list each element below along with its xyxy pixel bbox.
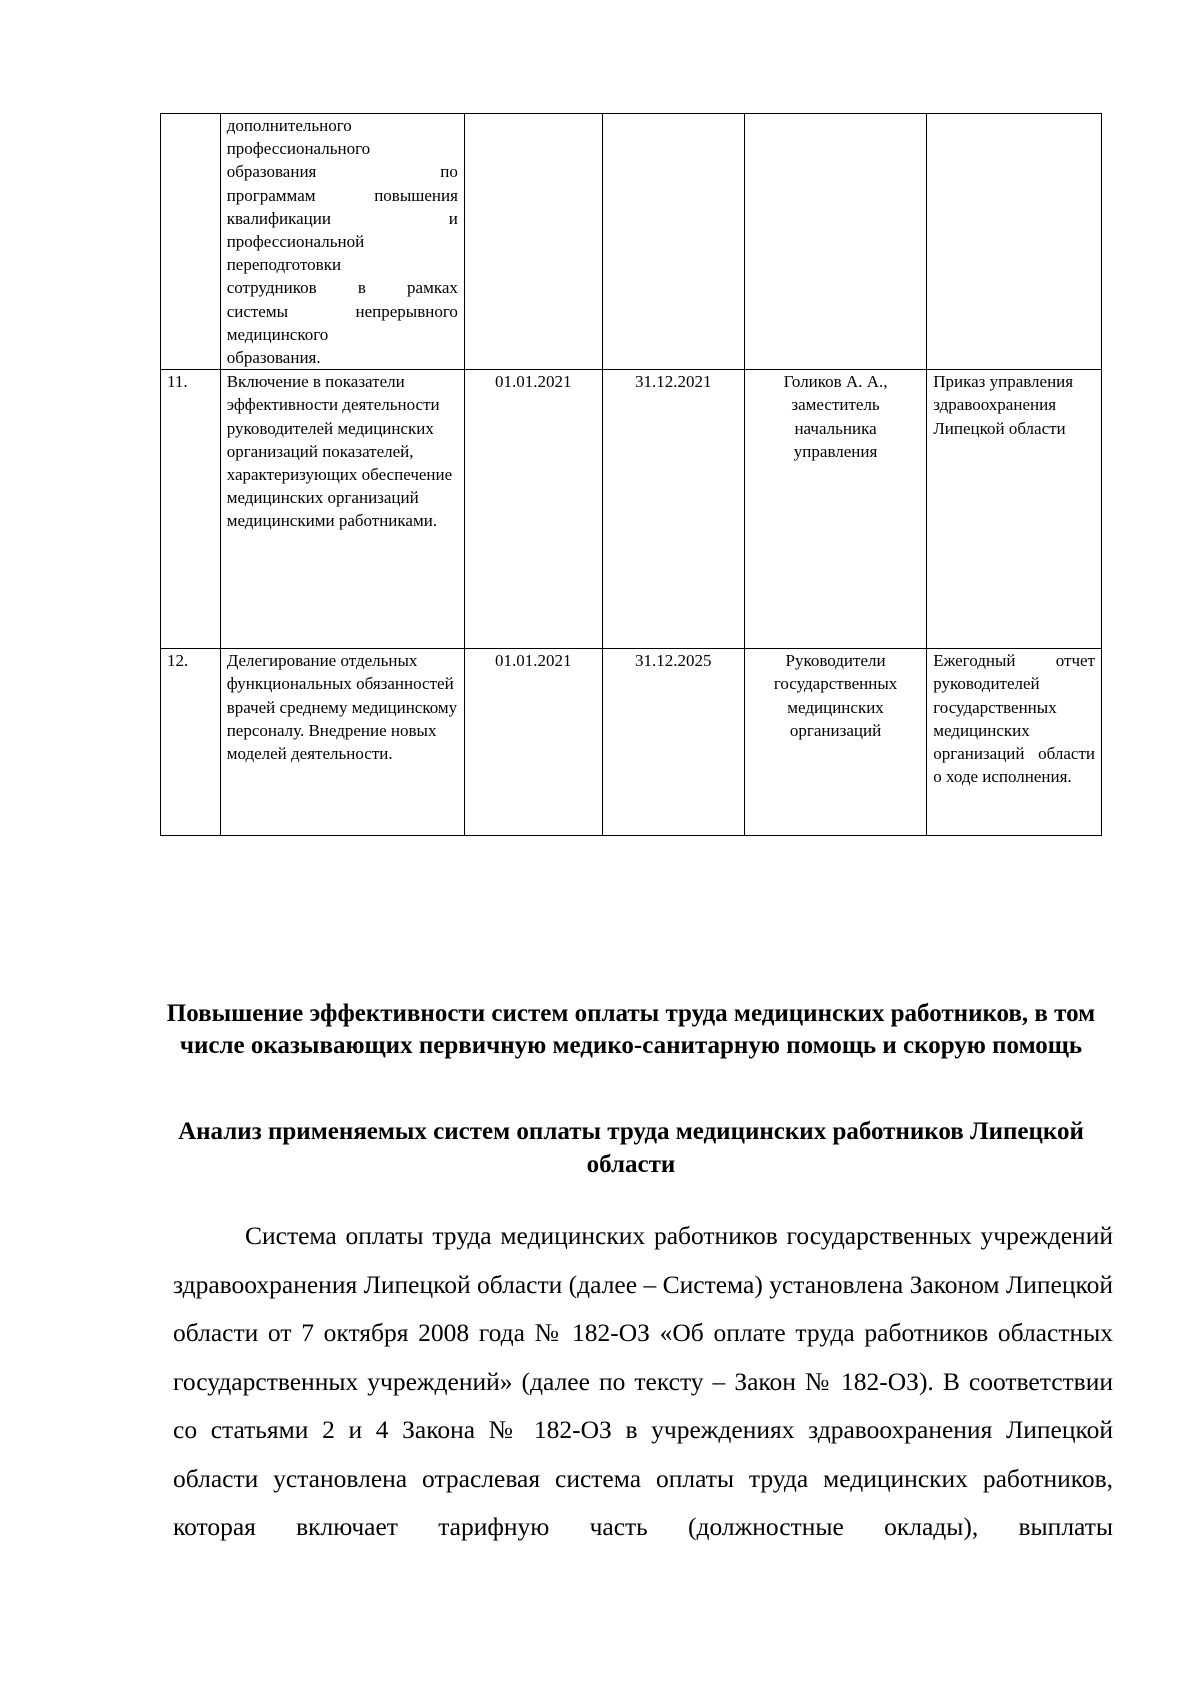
table-row bbox=[161, 370, 1102, 649]
event-cell: Включение в показатели эффективности деятельности руководителей медицинских организаций показателей, характеризующих обеспечение медицинских организаций медицинскими работниками. bbox=[220, 370, 464, 649]
event-cell: Делегирование отдельных функциональных обязанностей врачей среднему медицинскому персоналу. Внедрение новых моделей деятельности. bbox=[220, 649, 464, 836]
end-date-cell: 31.12.2025 bbox=[602, 649, 744, 836]
row-number: 12. bbox=[161, 649, 221, 836]
start-date-cell: 01.01.2021 bbox=[464, 649, 602, 836]
section-heading: Повышение эффективности систем оплаты труда медицинских работников, в том числе оказывающих первичную медико-санитарную помощь и скорую помощь bbox=[166, 1000, 1096, 1059]
end-date-cell: 31.12.2021 bbox=[602, 370, 744, 649]
table-row bbox=[161, 649, 1102, 836]
end-date-cell bbox=[602, 114, 744, 370]
responsible-cell bbox=[744, 114, 926, 370]
body-paragraph: Система оплаты труда медицинских работников государственных учреждений здравоохранения Липецкой области (далее – Система) установлена Законом Липецкой области от 7 октября 2008 года № 182-ОЗ «Об оплате труда работников областных государственных учреждений» (далее по тексту – Закон № 182-ОЗ). В соответствии со статьями 2 и 4 Закона № 182-ОЗ в учреждениях здравоохранения Липецкой области установлена отраслевая система оплаты труда медицинских работников, которая включает тарифную часть (должностные оклады), выплаты bbox=[173, 1221, 1113, 1541]
table-row bbox=[161, 114, 1102, 370]
result-cell: Ежегодный отчет руководителей государственных медицинских организаций области о ходе исполнения. bbox=[927, 649, 1102, 836]
action-plan-table bbox=[160, 113, 1102, 836]
responsible-cell: Руководители государственных медицинских организаций bbox=[744, 649, 926, 836]
start-date-cell: 01.01.2021 bbox=[464, 370, 602, 649]
start-date-cell bbox=[464, 114, 602, 370]
result-cell bbox=[927, 114, 1102, 370]
row-number: 11. bbox=[161, 370, 221, 649]
subsection-heading: Анализ применяемых систем оплаты труда медицинских работников Липецкой области bbox=[178, 1118, 1084, 1178]
row-number bbox=[161, 114, 221, 370]
result-cell: Приказ управления здравоохранения Липецкой области bbox=[927, 370, 1102, 649]
event-cell: дополнительного профессионального образования по программам повышения квалификации и профессиональной переподготовки сотрудников в рамках системы непрерывного медицинского образования. bbox=[220, 114, 464, 370]
responsible-cell: Голиков А. А., заместитель начальника управления bbox=[744, 370, 926, 649]
